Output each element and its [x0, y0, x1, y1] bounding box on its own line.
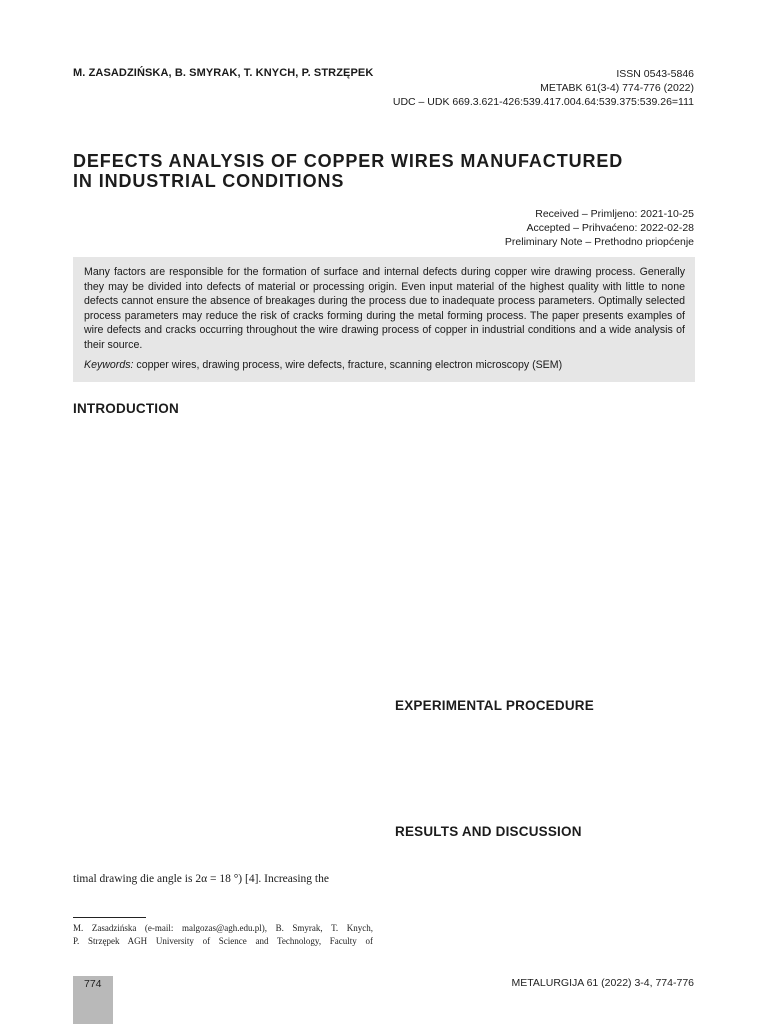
title-line-1: DEFECTS ANALYSIS OF COPPER WIRES MANUFACTURED	[73, 151, 624, 171]
title-line-2: IN INDUSTRIAL CONDITIONS	[73, 171, 345, 191]
abstract-text: Many factors are responsible for the formation of surface and internal defects during copper wire drawing process. Generally they may be divided into defects of material or processing origin. Even input material of the highest quality with little to none defects cannot ensure the absence of breakages during the process due to inadequate process parameters. Optimally selected process parameters may reduce the risk of cracks forming during the metal forming process. The paper presents examples of wire defects and cracks occurring throughout the wire drawing process of copper in industrial conditions and a wide analysis of their source.	[84, 266, 685, 351]
heading-introduction: INTRODUCTION	[73, 401, 179, 416]
body-text-line: timal drawing die angle is 2α = 18 °) [4]. Increasing the	[73, 873, 329, 885]
keywords-label: Keywords:	[84, 358, 134, 371]
udc: UDC – UDK 669.3.621-426:539.417.004.64:539.375:539.26=111	[392, 96, 694, 108]
article-type: Preliminary Note – Prethodno priopćenje	[504, 236, 694, 248]
keywords-list: copper wires, drawing process, wire defects, fracture, scanning electron microscopy (SEM)	[136, 358, 563, 371]
author-footnote	[73, 922, 373, 948]
journal-metadata	[393, 67, 694, 109]
article-dates	[505, 207, 694, 249]
authors-line: M. ZASADZIŃSKA, B. SMYRAK, T. KNYCH, P. STRZĘPEK	[73, 67, 374, 79]
issn: ISSN 0543-5846	[616, 68, 694, 80]
footnote-divider	[73, 917, 146, 918]
paper-title	[73, 151, 623, 191]
abstract-box	[73, 257, 695, 382]
footnote-line-2: P. Strzępek AGH University of Science and Technology, Faculty of	[73, 936, 373, 946]
heading-experimental-procedure: EXPERIMENTAL PROCEDURE	[395, 698, 594, 713]
footnote-line-1: M. Zasadzińska (e-mail: malgozas@agh.edu.pl), B. Smyrak, T. Knych,	[73, 923, 373, 933]
page-number: 774	[84, 978, 102, 990]
received-date: Received – Primljeno: 2021-10-25	[535, 208, 694, 220]
keywords	[84, 358, 685, 373]
metabk: METABK 61(3-4) 774-776 (2022)	[540, 82, 694, 94]
journal-citation: METALURGIJA 61 (2022) 3-4, 774-776	[511, 977, 694, 989]
heading-results-discussion: RESULTS AND DISCUSSION	[395, 824, 582, 839]
accepted-date: Accepted – Prihvaćeno: 2022-02-28	[526, 222, 694, 234]
